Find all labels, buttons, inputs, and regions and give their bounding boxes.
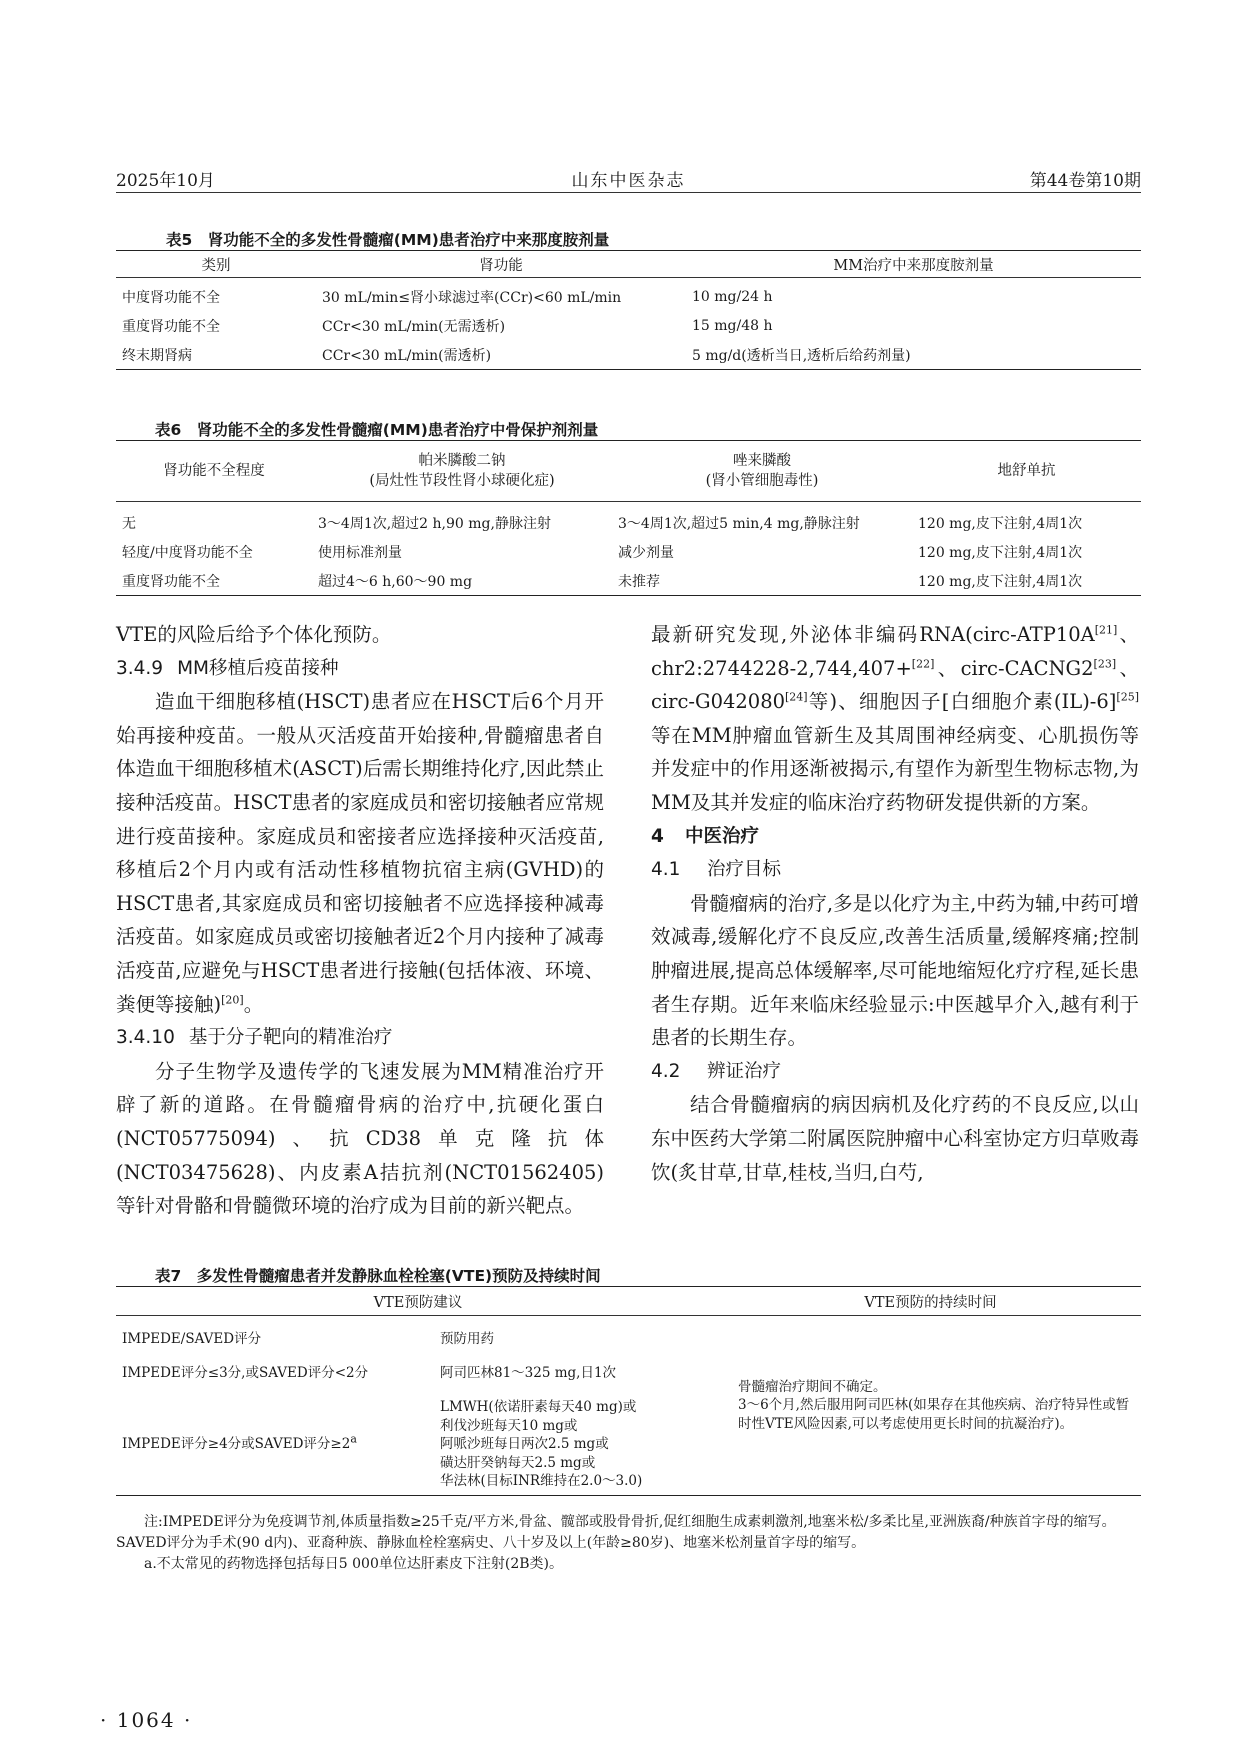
table-row: [116, 566, 1141, 596]
table6-cell: 减少剂量: [618, 544, 674, 561]
table5-cell: 5 mg/d(透析当日,透析后给药剂量): [692, 347, 911, 364]
table6-cell: 无: [122, 515, 136, 532]
table5-cell: 终末期肾病: [122, 347, 192, 364]
section-heading-4: [651, 820, 1139, 854]
citation: [24]: [785, 690, 808, 704]
paragraph-text: 等)、细胞因子[白细胞介素(IL)-6]: [807, 690, 1117, 714]
citation: [23]: [1093, 657, 1117, 671]
table5-cell: 30 mL/min≤肾小球滤过率(CCr)<60 mL/min: [322, 289, 622, 306]
running-header: [116, 162, 1141, 193]
paragraph-text: 、circ-G042080: [651, 656, 1139, 714]
table6-cell: 未推荐: [618, 573, 660, 590]
table6-col-pamidronate-note: (局灶性节段性肾小球硬化症): [369, 473, 555, 489]
table5-cell: CCr<30 mL/min(需透析): [322, 347, 492, 364]
section-title: MM移植后疫苗接种: [177, 657, 339, 679]
table7-col-recommendation: VTE预防建议: [116, 1287, 720, 1316]
section-title: 治疗目标: [707, 859, 782, 881]
section-title: 基于分子靶向的精准治疗: [188, 1027, 393, 1049]
table7-cell: [434, 1390, 720, 1495]
section-title: 中医治疗: [685, 825, 760, 847]
table6-cell: 超过4～6 h,60～90 mg: [318, 573, 473, 590]
table6-cell: 3～4周1次,超过2 h,90 mg,静脉注射: [318, 515, 551, 532]
paragraph: [116, 685, 604, 1021]
table5-col-dose: MM治疗中来那度胺剂量: [686, 251, 1141, 278]
table5: [116, 250, 1141, 370]
table-row: [116, 502, 1141, 538]
table5-col-category: 类别: [116, 251, 316, 278]
table6-col-degree: [116, 441, 312, 502]
table7-cell: [116, 1390, 434, 1495]
table7-drug-line: 利伐沙班每天10 mg或: [440, 1417, 578, 1434]
section-title: 辨证治疗: [707, 1060, 782, 1082]
table-row: [116, 311, 1141, 340]
section-number: 4: [651, 825, 664, 847]
table6-col-pamidronate: [312, 441, 612, 502]
paragraph: 骨髓瘤病的治疗,多是以化疗为主,中药为辅,中药可增效减毒,缓解化疗不良反应,改善生活质量,缓解疼痛;控制肿瘤进展,提高总体缓解率,尽可能地缩短化疗疗程,延长患者生存期。近年来临床经验显示:中医越早介入,越有利于患者的长期生存。: [651, 891, 1139, 1050]
table5-cell: 中度肾功能不全: [122, 289, 220, 306]
table-note: a.不太常见的药物选择包括每日5 000单位达肝素皮下注射(2B类)。: [144, 1556, 563, 1572]
table6-cell: 120 mg,皮下注射,4周1次: [918, 573, 1083, 590]
table6-cell: 重度肾功能不全: [122, 573, 220, 590]
table5-caption: 表5 肾功能不全的多发性骨髓瘤(MM)患者治疗中来那度胺剂量: [166, 231, 610, 249]
table6-cell: 3～4周1次,超过5 min,4 mg,静脉注射: [618, 515, 860, 532]
paragraph-text: 、circ-CACNG2: [934, 656, 1094, 680]
paragraph: [651, 618, 1139, 820]
table7-duration-line: 3～6个月,然后服用阿司匹林(如果存在其他疾病、治疗特异性或暂时性VTE风险因素,可以考虑使用更长时间的抗凝治疗)。: [738, 1397, 1130, 1432]
body-column-right: [651, 618, 1139, 1189]
citation: [25]: [1116, 690, 1139, 704]
header-journal-title: 山东中医杂志: [571, 171, 686, 191]
footnote-marker: a: [350, 1432, 357, 1446]
citation: [20]: [221, 993, 244, 1007]
table5-cell: CCr<30 mL/min(无需透析): [322, 318, 506, 335]
table7-drug-line: 磺达肝癸钠每天2.5 mg或: [440, 1454, 596, 1471]
table7-caption: 表7 多发性骨髓瘤患者并发静脉血栓栓塞(VTE)预防及持续时间: [155, 1267, 601, 1285]
table7-header-row: [116, 1287, 1141, 1316]
table7-col-duration: VTE预防的持续时间: [720, 1287, 1141, 1316]
table7-drug-line: LMWH(依诺肝素每天40 mg)或: [440, 1399, 637, 1415]
section-heading-4-2: [651, 1055, 1139, 1089]
table7-drug-list: [440, 1398, 714, 1491]
table7-duration-text: [738, 1378, 1135, 1434]
paragraph: VTE的风险后给予个体化预防。: [116, 623, 392, 646]
citation: [22]: [911, 657, 935, 671]
paragraph-end: 。: [243, 992, 264, 1016]
table7-cell: IMPEDE评分≤3分,或SAVED评分<2分: [122, 1364, 369, 1381]
table-row: [116, 537, 1141, 566]
table6-cell: 120 mg,皮下注射,4周1次: [918, 544, 1083, 561]
table7-drug-line: 华法林(目标INR维持在2.0～3.0): [440, 1473, 643, 1489]
table7-score-text: IMPEDE评分≥4分或SAVED评分≥2: [122, 1436, 351, 1452]
paragraph-text: 、chr2:2744228-2,744,407+: [651, 623, 1139, 680]
table6-col-denosumab-label: 地舒单抗: [997, 463, 1056, 479]
table5-col-renal: 肾功能: [316, 251, 686, 278]
table5-cell: 15 mg/48 h: [692, 317, 773, 334]
table5-header-row: [116, 251, 1141, 278]
table6-caption: 表6 肾功能不全的多发性骨髓瘤(MM)患者治疗中骨保护剂剂量: [155, 421, 599, 439]
table6-cell: 使用标准剂量: [318, 544, 402, 561]
table5-cell: 重度肾功能不全: [122, 318, 220, 335]
table7-subheader-drug: 预防用药: [440, 1330, 494, 1347]
table7-duration-cell: [720, 1316, 1141, 1496]
paragraph: 结合骨髓瘤病的病因病机及化疗药的不良反应,以山东中医药大学第二附属医院肿瘤中心科室协定方归草败毒饮(炙甘草,甘草,桂枝,当归,白芍,: [651, 1093, 1139, 1184]
paragraph: 分子生物学及遗传学的飞速发展为MM精准治疗开辟了新的道路。在骨髓瘤骨病的治疗中,抗硬化蛋白(NCT05775094)、抗CD38单克隆抗体(NCT03475628)、内皮素A拮抗剂(NCT01562405)等针对骨骼和骨髓微环境的治疗成为目前的新兴靶点。: [116, 1059, 604, 1218]
paragraph-text: 造血干细胞移植(HSCT)患者应在HSCT后6个月开始再接种疫苗。一般从灭活疫苗开始接种,骨髓瘤患者自体造血干细胞移植术(ASCT)后需长期维持化疗,因此禁止接种活疫苗。HSCT患者的家庭成员和密切接触者应常规进行疫苗接种。家庭成员和密接者应选择接种灭活疫苗,移植后2个月内或有活动性移植物抗宿主病(GVHD)的HSCT患者,其家庭成员和密切接触者不应选择接种减毒活疫苗。如家庭成员或密切接触者近2个月内接种了减毒活疫苗,应避免与HSCT患者进行接触(包括体液、环境、粪便等接触): [116, 690, 604, 1016]
table7-subheader-score: IMPEDE/SAVED评分: [122, 1330, 262, 1347]
section-number: 3.4.10: [116, 1027, 175, 1049]
paragraph-text: 最新研究发现,外泌体非编码RNA(circ-ATP10A: [651, 623, 1095, 646]
table6-header-row: [116, 441, 1141, 502]
table7-cell: 阿司匹林81～325 mg,日1次: [440, 1364, 617, 1381]
table-note: 注:IMPEDE评分为免疫调节剂,体质量指数≥25千克/平方米,骨盆、髋部或股骨骨折,促红细胞生成素刺激剂,地塞米松/多柔比星,亚洲族裔/种族首字母的缩写。SAVED评分为手术(90 d内)、亚裔种族、静脉血栓栓塞病史、八十岁及以上(年龄≥80岁)、地塞米松剂量首字母的缩写。: [116, 1514, 1116, 1551]
table5-cell: 10 mg/24 h: [692, 288, 773, 305]
table-row: [116, 1316, 1141, 1357]
table7-notes: [116, 1512, 1141, 1575]
section-number: 4.2: [651, 1060, 681, 1082]
paragraph-text: 等在MM肿瘤血管新生及其周围神经病变、心肌损伤等并发症中的作用逐渐被揭示,有望作为新型生物标志物,为MM及其并发症的临床治疗药物研发提供新的方案。: [651, 723, 1139, 814]
table6-col-degree-label: 肾功能不全程度: [163, 463, 265, 479]
citation: [21]: [1094, 623, 1118, 637]
page-number: · 1064 ·: [100, 1708, 193, 1732]
section-heading-4-1: [651, 853, 1139, 887]
table6-col-denosumab: [912, 441, 1141, 502]
table6-col-zoledronic-note: (肾小管细胞毒性): [705, 473, 819, 489]
section-number: 3.4.9: [116, 657, 164, 679]
table6-cell: 120 mg,皮下注射,4周1次: [918, 515, 1083, 532]
table6-cell: 轻度/中度肾功能不全: [122, 544, 253, 561]
table6-col-zoledronic-name: 唑来膦酸: [733, 453, 791, 469]
table6-col-pamidronate-name: 帕米膦酸二钠: [418, 453, 506, 469]
section-heading-3-4-9: [116, 652, 604, 686]
body-column-left: [116, 618, 604, 1223]
section-number: 4.1: [651, 859, 681, 881]
header-volume: 第44卷第10期: [1029, 171, 1141, 191]
table6: [116, 440, 1141, 596]
table-row: [116, 278, 1141, 312]
section-heading-3-4-10: [116, 1021, 604, 1055]
table7-drug-line: 阿哌沙班每日两次2.5 mg或: [440, 1436, 609, 1452]
header-date: 2025年10月: [116, 171, 215, 191]
table7-duration-line: 骨髓瘤治疗期间不确定。: [738, 1378, 887, 1395]
table7: [116, 1286, 1141, 1496]
table6-col-zoledronic: [612, 441, 912, 502]
table-row: [116, 340, 1141, 370]
